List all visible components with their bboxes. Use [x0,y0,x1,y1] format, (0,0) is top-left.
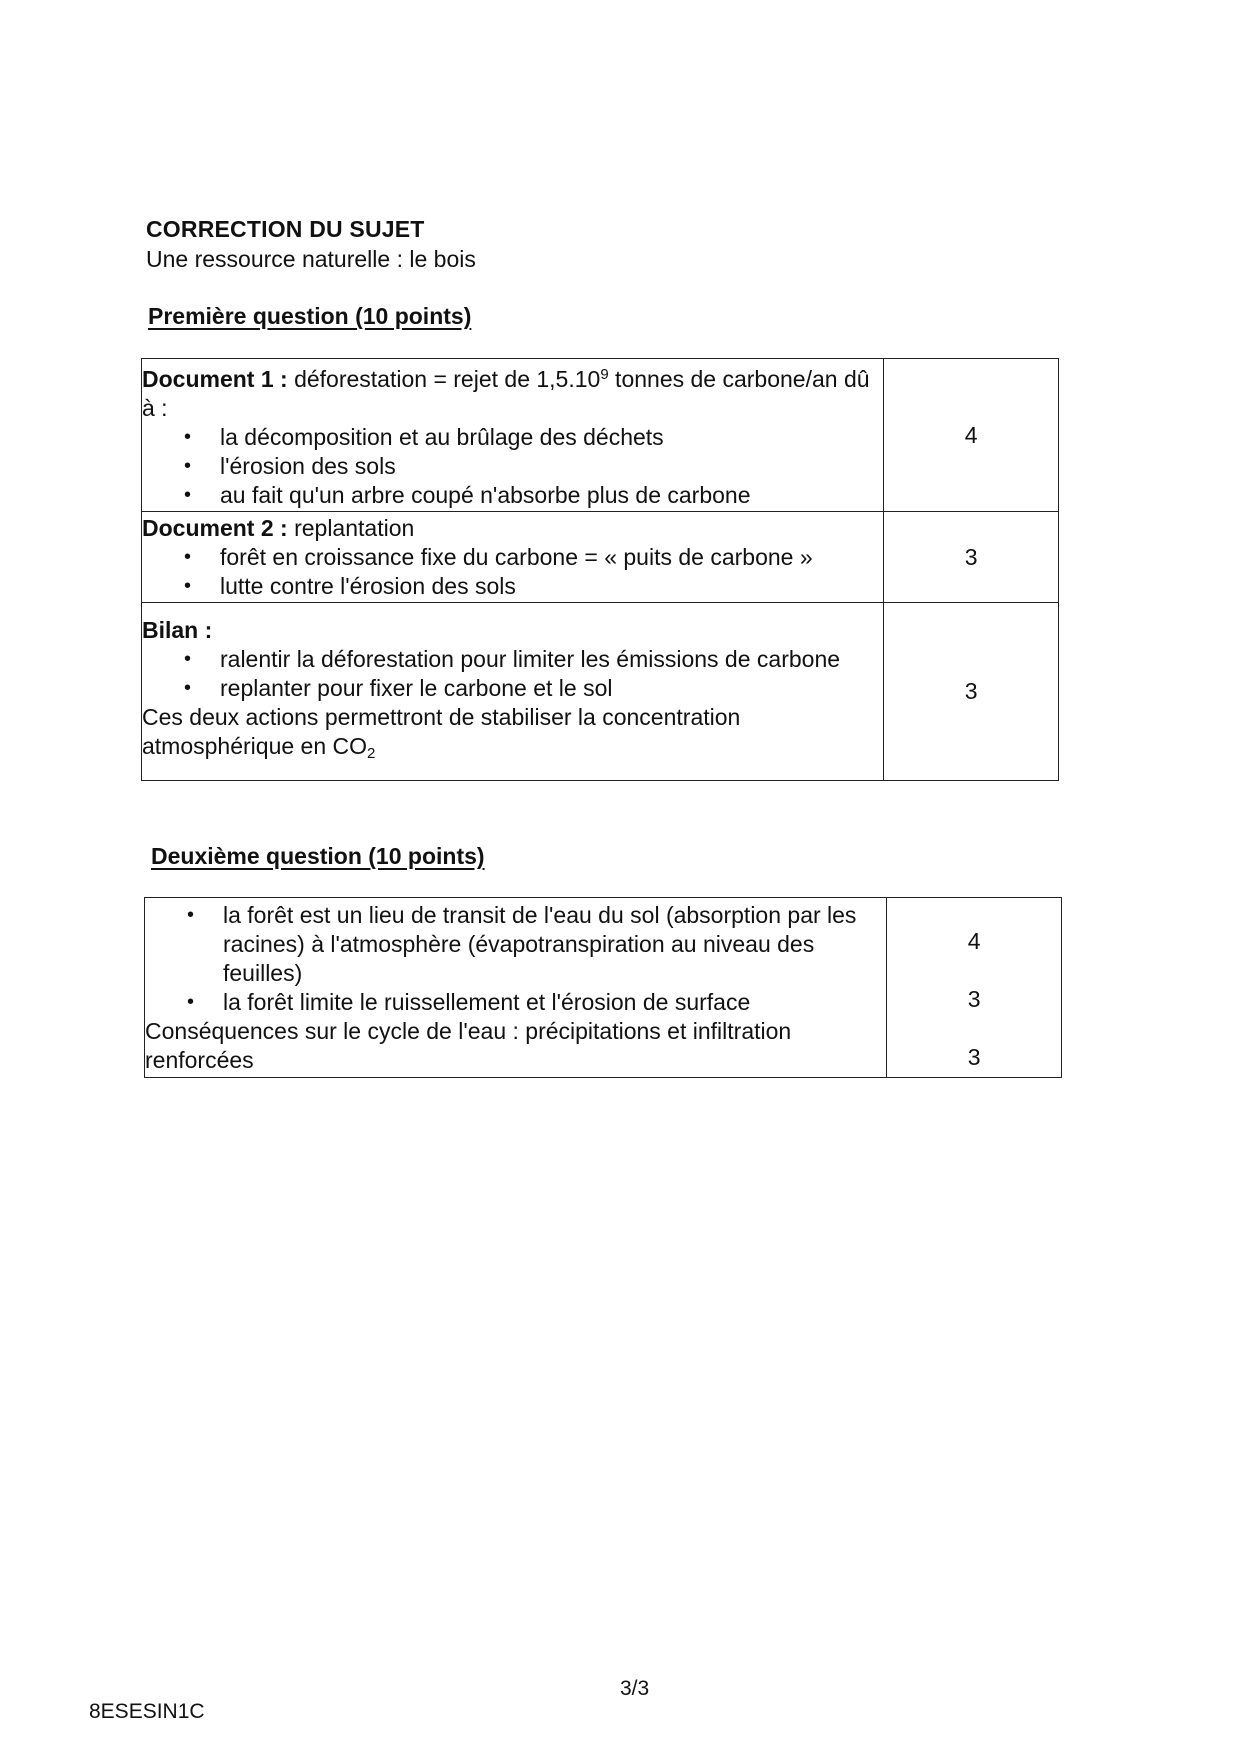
list-item: • lutte contre l'érosion des sols [142,572,883,601]
list-item: • la forêt limite le ruissellement et l'érosion de surface [145,988,886,1017]
exponent: 9 [600,366,609,383]
document-subtitle: Une ressource naturelle : le bois [146,246,476,272]
question1-table [141,358,1059,781]
list-item: • replanter pour fixer le carbone et le sol [142,674,883,703]
bullet-list [142,645,883,703]
row-intro [142,360,883,423]
question1-heading: Première question (10 points) [148,303,472,329]
bullet-list [142,543,883,601]
document-code: 8ESESIN1C [89,1700,205,1723]
answer-cell [142,512,884,603]
table-row [142,359,1059,512]
list-item: • forêt en croissance fixe du carbone = « puits de carbone » [142,543,883,572]
table-row [142,512,1059,603]
row-label: Document 2 : [142,514,288,541]
bullet-list [142,423,883,510]
document-title: CORRECTION DU SUJET [146,216,425,242]
row-intro-text: replantation [287,514,415,541]
page-number: 3/3 [620,1677,650,1700]
points-cell: 3 [884,603,1059,781]
points-value: 3 [967,1044,981,1070]
table-row [145,898,1062,1078]
conclusion-body: Ces deux actions permettront de stabiliser la concentration atmosphérique en CO [142,703,741,759]
list-item: • la forêt est un lieu de transit de l'eau du sol (absorption par les racines) à l'atmosphère (évapotranspiration au niveau des feuilles) [145,901,886,988]
list-item: • l'érosion des sols [142,452,883,481]
points-cell: 4 [884,359,1059,512]
row-intro [142,514,883,543]
row-label: Document 1 : [142,366,288,392]
answer-cell [145,898,887,1078]
list-item: • ralentir la déforestation pour limiter les émissions de carbone [142,645,883,674]
subscript: 2 [367,744,376,762]
table-row [142,603,1059,781]
answer-cell [142,359,884,512]
points-value: 3 [967,986,981,1012]
list-item: • au fait qu'un arbre coupé n'absorbe plus de carbone [142,481,883,510]
points-value: 4 [967,928,981,954]
points-cell: 3 [884,512,1059,603]
answer-cell [142,603,884,781]
bullet-list [145,901,886,1017]
conclusion-text: Conséquences sur le cycle de l'eau : précipitations et infiltration renforcées [145,1017,792,1073]
row-intro-text: déforestation = rejet de 1,5.10 [287,366,601,392]
row-label: Bilan : [142,616,213,643]
list-item: • la décomposition et au brûlage des déchets [142,423,883,452]
conclusion-text [142,703,883,768]
question2-heading: Deuxième question (10 points) [151,843,485,869]
question2-table [144,897,1062,1078]
points-cell [887,898,1062,1078]
row-intro-text-cont: tonnes de carbone/an dû à : [142,366,870,421]
